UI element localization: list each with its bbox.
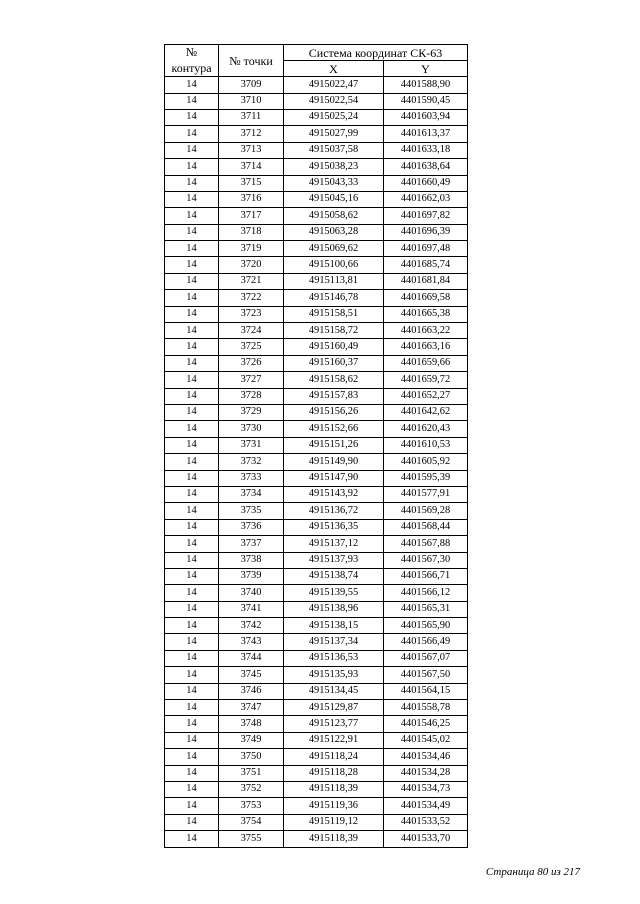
cell-point: 3723	[219, 306, 284, 322]
cell-x: 4915138,15	[284, 618, 384, 634]
table-row	[165, 732, 468, 748]
cell-contour: 14	[165, 552, 219, 568]
cell-x: 4915119,12	[284, 814, 384, 830]
cell-contour: 14	[165, 126, 219, 142]
cell-contour: 14	[165, 290, 219, 306]
cell-y: 4401567,30	[384, 552, 468, 568]
cell-y: 4401638,64	[384, 159, 468, 175]
table-row	[165, 552, 468, 568]
cell-contour: 14	[165, 77, 219, 93]
table-row	[165, 618, 468, 634]
cell-point: 3749	[219, 732, 284, 748]
cell-x: 4915129,87	[284, 700, 384, 716]
cell-y: 4401605,92	[384, 454, 468, 470]
cell-y: 4401620,43	[384, 421, 468, 437]
cell-point: 3722	[219, 290, 284, 306]
cell-contour: 14	[165, 519, 219, 535]
cell-contour: 14	[165, 109, 219, 125]
table-row	[165, 241, 468, 257]
table-row	[165, 683, 468, 699]
table-row	[165, 437, 468, 453]
table-row	[165, 798, 468, 814]
cell-point: 3725	[219, 339, 284, 355]
cell-y: 4401533,70	[384, 831, 468, 847]
cell-contour: 14	[165, 618, 219, 634]
cell-point: 3728	[219, 388, 284, 404]
table-row	[165, 634, 468, 650]
table-row	[165, 781, 468, 797]
cell-y: 4401588,90	[384, 77, 468, 93]
cell-x: 4915157,83	[284, 388, 384, 404]
cell-point: 3745	[219, 667, 284, 683]
cell-point: 3742	[219, 618, 284, 634]
cell-point: 3743	[219, 634, 284, 650]
cell-y: 4401534,49	[384, 798, 468, 814]
cell-point: 3751	[219, 765, 284, 781]
cell-y: 4401633,18	[384, 142, 468, 158]
cell-x: 4915152,66	[284, 421, 384, 437]
cell-x: 4915119,36	[284, 798, 384, 814]
cell-contour: 14	[165, 191, 219, 207]
cell-point: 3750	[219, 749, 284, 765]
cell-contour: 14	[165, 634, 219, 650]
cell-y: 4401577,91	[384, 486, 468, 502]
cell-contour: 14	[165, 486, 219, 502]
cell-y: 4401696,39	[384, 224, 468, 240]
cell-x: 4915122,91	[284, 732, 384, 748]
cell-y: 4401564,15	[384, 683, 468, 699]
table-row	[165, 765, 468, 781]
cell-x: 4915022,54	[284, 93, 384, 109]
cell-point: 3714	[219, 159, 284, 175]
table-row	[165, 224, 468, 240]
table-row	[165, 273, 468, 289]
cell-y: 4401663,22	[384, 323, 468, 339]
cell-y: 4401665,38	[384, 306, 468, 322]
cell-x: 4915158,72	[284, 323, 384, 339]
cell-y: 4401567,07	[384, 650, 468, 666]
cell-point: 3719	[219, 241, 284, 257]
cell-point: 3716	[219, 191, 284, 207]
table-row	[165, 191, 468, 207]
cell-y: 4401545,02	[384, 732, 468, 748]
cell-point: 3744	[219, 650, 284, 666]
cell-contour: 14	[165, 142, 219, 158]
cell-contour: 14	[165, 683, 219, 699]
cell-x: 4915160,49	[284, 339, 384, 355]
table-row	[165, 405, 468, 421]
table-row	[165, 372, 468, 388]
cell-x: 4915043,33	[284, 175, 384, 191]
cell-x: 4915151,26	[284, 437, 384, 453]
cell-y: 4401610,53	[384, 437, 468, 453]
table-row	[165, 470, 468, 486]
cell-x: 4915037,58	[284, 142, 384, 158]
cell-point: 3754	[219, 814, 284, 830]
table-row	[165, 700, 468, 716]
cell-y: 4401565,31	[384, 601, 468, 617]
cell-y: 4401642,62	[384, 405, 468, 421]
cell-x: 4915118,28	[284, 765, 384, 781]
cell-y: 4401660,49	[384, 175, 468, 191]
cell-x: 4915137,12	[284, 536, 384, 552]
cell-y: 4401652,27	[384, 388, 468, 404]
cell-y: 4401662,03	[384, 191, 468, 207]
cell-contour: 14	[165, 536, 219, 552]
cell-x: 4915156,26	[284, 405, 384, 421]
cell-y: 4401534,28	[384, 765, 468, 781]
cell-y: 4401533,52	[384, 814, 468, 830]
table-row	[165, 486, 468, 502]
cell-point: 3721	[219, 273, 284, 289]
cell-y: 4401569,28	[384, 503, 468, 519]
cell-x: 4915027,99	[284, 126, 384, 142]
cell-y: 4401595,39	[384, 470, 468, 486]
cell-x: 4915158,51	[284, 306, 384, 322]
cell-x: 4915138,96	[284, 601, 384, 617]
cell-contour: 14	[165, 700, 219, 716]
cell-contour: 14	[165, 405, 219, 421]
cell-point: 3726	[219, 355, 284, 371]
cell-x: 4915135,93	[284, 667, 384, 683]
cell-x: 4915123,77	[284, 716, 384, 732]
cell-y: 4401558,78	[384, 700, 468, 716]
table-row	[165, 339, 468, 355]
cell-y: 4401697,82	[384, 208, 468, 224]
cell-y: 4401534,46	[384, 749, 468, 765]
cell-contour: 14	[165, 503, 219, 519]
cell-x: 4915038,23	[284, 159, 384, 175]
cell-contour: 14	[165, 159, 219, 175]
cell-x: 4915022,47	[284, 77, 384, 93]
table-row	[165, 109, 468, 125]
cell-point: 3711	[219, 109, 284, 125]
cell-contour: 14	[165, 749, 219, 765]
table-row	[165, 159, 468, 175]
cell-x: 4915146,78	[284, 290, 384, 306]
table-row	[165, 716, 468, 732]
cell-contour: 14	[165, 93, 219, 109]
cell-point: 3729	[219, 405, 284, 421]
cell-point: 3730	[219, 421, 284, 437]
header-y: Y	[384, 61, 468, 77]
table-row	[165, 601, 468, 617]
cell-x: 4915118,39	[284, 831, 384, 847]
cell-x: 4915143,92	[284, 486, 384, 502]
cell-point: 3755	[219, 831, 284, 847]
cell-y: 4401565,90	[384, 618, 468, 634]
cell-contour: 14	[165, 241, 219, 257]
table-row	[165, 290, 468, 306]
cell-point: 3739	[219, 568, 284, 584]
cell-point: 3733	[219, 470, 284, 486]
cell-contour: 14	[165, 585, 219, 601]
table-row	[165, 749, 468, 765]
cell-contour: 14	[165, 208, 219, 224]
cell-y: 4401590,45	[384, 93, 468, 109]
table-row	[165, 421, 468, 437]
cell-contour: 14	[165, 798, 219, 814]
header-x: X	[284, 61, 384, 77]
header-point: № точки	[219, 45, 284, 77]
table-row	[165, 257, 468, 273]
cell-x: 4915149,90	[284, 454, 384, 470]
cell-contour: 14	[165, 781, 219, 797]
cell-x: 4915136,72	[284, 503, 384, 519]
cell-contour: 14	[165, 732, 219, 748]
cell-y: 4401546,25	[384, 716, 468, 732]
cell-point: 3717	[219, 208, 284, 224]
cell-contour: 14	[165, 454, 219, 470]
table-row	[165, 355, 468, 371]
cell-point: 3747	[219, 700, 284, 716]
cell-contour: 14	[165, 831, 219, 847]
cell-contour: 14	[165, 716, 219, 732]
cell-y: 4401566,12	[384, 585, 468, 601]
cell-point: 3713	[219, 142, 284, 158]
table-row	[165, 388, 468, 404]
cell-x: 4915025,24	[284, 109, 384, 125]
cell-x: 4915113,81	[284, 273, 384, 289]
cell-y: 4401534,73	[384, 781, 468, 797]
table-row	[165, 568, 468, 584]
cell-contour: 14	[165, 470, 219, 486]
table-row	[165, 831, 468, 847]
header-coordinate-system: Система координат СК-63	[284, 45, 468, 61]
cell-y: 4401613,37	[384, 126, 468, 142]
cell-point: 3715	[219, 175, 284, 191]
cell-y: 4401567,88	[384, 536, 468, 552]
table-row	[165, 306, 468, 322]
cell-point: 3740	[219, 585, 284, 601]
table-row	[165, 126, 468, 142]
cell-y: 4401659,66	[384, 355, 468, 371]
cell-x: 4915134,45	[284, 683, 384, 699]
table-row	[165, 585, 468, 601]
cell-contour: 14	[165, 388, 219, 404]
cell-y: 4401659,72	[384, 372, 468, 388]
cell-point: 3737	[219, 536, 284, 552]
cell-contour: 14	[165, 323, 219, 339]
table-row	[165, 650, 468, 666]
table-row	[165, 77, 468, 93]
cell-x: 4915063,28	[284, 224, 384, 240]
cell-contour: 14	[165, 437, 219, 453]
cell-x: 4915147,90	[284, 470, 384, 486]
coordinates-table	[164, 44, 468, 848]
cell-y: 4401566,71	[384, 568, 468, 584]
cell-y: 4401681,84	[384, 273, 468, 289]
cell-x: 4915045,16	[284, 191, 384, 207]
cell-x: 4915100,66	[284, 257, 384, 273]
cell-y: 4401669,58	[384, 290, 468, 306]
table-row	[165, 175, 468, 191]
cell-contour: 14	[165, 273, 219, 289]
cell-y: 4401663,16	[384, 339, 468, 355]
table-row	[165, 208, 468, 224]
cell-contour: 14	[165, 765, 219, 781]
cell-x: 4915137,34	[284, 634, 384, 650]
cell-x: 4915058,62	[284, 208, 384, 224]
cell-point: 3710	[219, 93, 284, 109]
cell-point: 3748	[219, 716, 284, 732]
cell-point: 3736	[219, 519, 284, 535]
table-row	[165, 454, 468, 470]
cell-y: 4401685,74	[384, 257, 468, 273]
cell-x: 4915069,62	[284, 241, 384, 257]
cell-y: 4401603,94	[384, 109, 468, 125]
cell-point: 3712	[219, 126, 284, 142]
table-row	[165, 142, 468, 158]
cell-contour: 14	[165, 601, 219, 617]
page-number: Страница 80 из 217	[485, 866, 580, 878]
table-row	[165, 536, 468, 552]
cell-point: 3746	[219, 683, 284, 699]
cell-x: 4915136,35	[284, 519, 384, 535]
cell-contour: 14	[165, 568, 219, 584]
cell-x: 4915118,39	[284, 781, 384, 797]
cell-x: 4915158,62	[284, 372, 384, 388]
cell-point: 3741	[219, 601, 284, 617]
cell-point: 3720	[219, 257, 284, 273]
cell-point: 3738	[219, 552, 284, 568]
table-row	[165, 93, 468, 109]
cell-contour: 14	[165, 339, 219, 355]
cell-contour: 14	[165, 355, 219, 371]
cell-contour: 14	[165, 814, 219, 830]
table-row	[165, 503, 468, 519]
cell-x: 4915136,53	[284, 650, 384, 666]
cell-x: 4915138,74	[284, 568, 384, 584]
cell-point: 3732	[219, 454, 284, 470]
table-row	[165, 519, 468, 535]
cell-point: 3724	[219, 323, 284, 339]
cell-point: 3718	[219, 224, 284, 240]
cell-y: 4401568,44	[384, 519, 468, 535]
cell-y: 4401567,50	[384, 667, 468, 683]
table-row	[165, 814, 468, 830]
cell-point: 3734	[219, 486, 284, 502]
cell-point: 3752	[219, 781, 284, 797]
cell-contour: 14	[165, 257, 219, 273]
cell-contour: 14	[165, 372, 219, 388]
cell-point: 3709	[219, 77, 284, 93]
cell-point: 3727	[219, 372, 284, 388]
cell-point: 3735	[219, 503, 284, 519]
cell-point: 3731	[219, 437, 284, 453]
cell-contour: 14	[165, 650, 219, 666]
table-row	[165, 667, 468, 683]
cell-contour: 14	[165, 421, 219, 437]
cell-x: 4915139,55	[284, 585, 384, 601]
cell-contour: 14	[165, 667, 219, 683]
cell-y: 4401566,49	[384, 634, 468, 650]
cell-contour: 14	[165, 224, 219, 240]
cell-x: 4915137,93	[284, 552, 384, 568]
table-body	[165, 77, 468, 847]
cell-contour: 14	[165, 306, 219, 322]
cell-x: 4915160,37	[284, 355, 384, 371]
cell-point: 3753	[219, 798, 284, 814]
header-contour: № контура	[165, 45, 219, 77]
cell-x: 4915118,24	[284, 749, 384, 765]
cell-y: 4401697,48	[384, 241, 468, 257]
cell-contour: 14	[165, 175, 219, 191]
table-row	[165, 323, 468, 339]
